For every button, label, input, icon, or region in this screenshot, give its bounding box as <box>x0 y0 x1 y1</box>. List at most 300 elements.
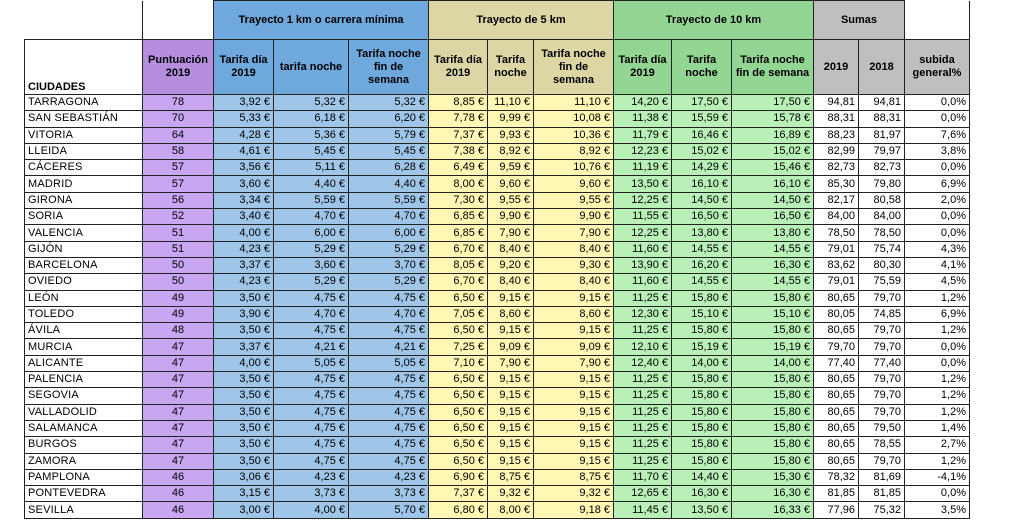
table-row <box>25 143 970 159</box>
increase-pct: 1,2% <box>905 404 970 420</box>
fare-5km-day: 6,49 € <box>429 160 488 176</box>
table-row <box>25 453 970 469</box>
sum-2019: 78,50 <box>814 225 859 241</box>
sum-2018: 78,55 <box>859 437 905 453</box>
fare-10km-day: 11,25 € <box>614 372 672 388</box>
sum-2019: 77,40 <box>814 355 859 371</box>
fare-10km-weekend: 14,00 € <box>732 355 814 371</box>
header-sums: Sumas <box>814 1 905 40</box>
fare-5km-night: 8,92 € <box>488 143 534 159</box>
header-score: Puntuación 2019 <box>143 40 214 95</box>
sum-2018: 79,80 <box>859 176 905 192</box>
table-row <box>25 404 970 420</box>
fare-10km-day: 11,25 € <box>614 388 672 404</box>
fare-5km-day: 7,37 € <box>429 127 488 143</box>
sum-2019: 80,65 <box>814 420 859 436</box>
fare-5km-night: 8,60 € <box>488 306 534 322</box>
fare-10km-weekend: 17,50 € <box>732 95 814 111</box>
fare-5km-weekend: 9,15 € <box>534 388 614 404</box>
fare-1km-night: 6,00 € <box>274 225 349 241</box>
city-cell: SEGOVIA <box>25 388 143 404</box>
fare-5km-weekend: 9,09 € <box>534 339 614 355</box>
fare-10km-day: 11,45 € <box>614 502 672 518</box>
fare-5km-night: 9,59 € <box>488 160 534 176</box>
fare-5km-weekend: 9,15 € <box>534 404 614 420</box>
sum-2019: 82,73 <box>814 160 859 176</box>
city-cell: PALENCIA <box>25 372 143 388</box>
fare-5km-night: 9,93 € <box>488 127 534 143</box>
fare-5km-day: 6,50 € <box>429 420 488 436</box>
fare-1km-weekend: 5,59 € <box>349 192 429 208</box>
sum-2018: 81,97 <box>859 127 905 143</box>
fare-10km-night: 15,02 € <box>672 143 732 159</box>
city-cell: PAMPLONA <box>25 469 143 485</box>
fare-5km-weekend: 9,55 € <box>534 192 614 208</box>
fare-10km-weekend: 16,89 € <box>732 127 814 143</box>
fare-5km-day: 7,37 € <box>429 486 488 502</box>
fare-10km-night: 14,55 € <box>672 274 732 290</box>
sum-2018: 81,85 <box>859 486 905 502</box>
fare-1km-day: 3,00 € <box>214 502 274 518</box>
fare-10km-day: 11,79 € <box>614 127 672 143</box>
fare-10km-night: 15,19 € <box>672 339 732 355</box>
fare-10km-weekend: 15,10 € <box>732 306 814 322</box>
fare-1km-weekend: 6,28 € <box>349 160 429 176</box>
header-10km: Trayecto de 10 km <box>614 1 814 40</box>
fare-1km-day: 3,50 € <box>214 404 274 420</box>
fare-5km-day: 6,85 € <box>429 209 488 225</box>
sum-2019: 80,65 <box>814 437 859 453</box>
sum-2019: 77,96 <box>814 502 859 518</box>
fare-10km-night: 16,30 € <box>672 486 732 502</box>
city-cell: LLEIDA <box>25 143 143 159</box>
fare-5km-day: 8,05 € <box>429 257 488 273</box>
increase-pct: 2,0% <box>905 192 970 208</box>
fare-10km-weekend: 15,80 € <box>732 372 814 388</box>
fare-1km-night: 5,36 € <box>274 127 349 143</box>
fare-1km-night: 5,45 € <box>274 143 349 159</box>
fare-10km-weekend: 15,80 € <box>732 388 814 404</box>
header-5km: Trayecto de 5 km <box>429 1 614 40</box>
sum-2019: 80,65 <box>814 453 859 469</box>
increase-pct: 0,0% <box>905 209 970 225</box>
score-cell: 47 <box>143 355 214 371</box>
fare-10km-night: 14,00 € <box>672 355 732 371</box>
fare-1km-day: 3,90 € <box>214 306 274 322</box>
fare-10km-day: 11,25 € <box>614 404 672 420</box>
fare-5km-weekend: 7,90 € <box>534 355 614 371</box>
city-cell: LEÓN <box>25 290 143 306</box>
fare-1km-weekend: 5,05 € <box>349 355 429 371</box>
sum-2019: 79,01 <box>814 241 859 257</box>
table-row <box>25 95 970 111</box>
fare-5km-weekend: 9,32 € <box>534 486 614 502</box>
fare-10km-weekend: 14,55 € <box>732 241 814 257</box>
fare-5km-night: 9,15 € <box>488 290 534 306</box>
sum-2018: 79,70 <box>859 453 905 469</box>
fare-1km-day: 3,50 € <box>214 453 274 469</box>
fare-10km-day: 11,38 € <box>614 111 672 127</box>
fare-1km-night: 4,70 € <box>274 306 349 322</box>
fare-1km-weekend: 3,73 € <box>349 486 429 502</box>
fare-10km-day: 12,23 € <box>614 143 672 159</box>
fare-5km-weekend: 9,60 € <box>534 176 614 192</box>
fare-10km-night: 14,29 € <box>672 160 732 176</box>
fare-1km-weekend: 5,32 € <box>349 95 429 111</box>
city-cell: SEVILLA <box>25 502 143 518</box>
header-sum-2019: 2019 <box>814 40 859 95</box>
fare-10km-day: 13,50 € <box>614 176 672 192</box>
fare-5km-weekend: 9,90 € <box>534 209 614 225</box>
fare-10km-night: 15,59 € <box>672 111 732 127</box>
increase-pct: 1,2% <box>905 323 970 339</box>
fare-5km-night: 9,32 € <box>488 486 534 502</box>
fare-1km-weekend: 4,75 € <box>349 323 429 339</box>
score-cell: 47 <box>143 420 214 436</box>
increase-pct: 0,0% <box>905 111 970 127</box>
fare-1km-weekend: 5,29 € <box>349 274 429 290</box>
fare-10km-weekend: 15,78 € <box>732 111 814 127</box>
increase-pct: 2,7% <box>905 437 970 453</box>
sum-2018: 82,73 <box>859 160 905 176</box>
fare-1km-day: 3,50 € <box>214 290 274 306</box>
table-row <box>25 160 970 176</box>
fare-1km-night: 5,05 € <box>274 355 349 371</box>
fare-10km-night: 17,50 € <box>672 95 732 111</box>
corner-cell <box>25 1 143 40</box>
score-cell: 56 <box>143 192 214 208</box>
score-cell: 50 <box>143 257 214 273</box>
fare-10km-night: 15,10 € <box>672 306 732 322</box>
sum-2018: 80,30 <box>859 257 905 273</box>
score-cell: 52 <box>143 209 214 225</box>
header-1km: Trayecto 1 km o carrera mínima <box>214 1 429 40</box>
increase-pct: 0,0% <box>905 486 970 502</box>
city-cell: SALAMANCA <box>25 420 143 436</box>
city-cell: GIRONA <box>25 192 143 208</box>
sum-2019: 80,65 <box>814 372 859 388</box>
city-cell: VITORIA <box>25 127 143 143</box>
increase-pct: 1,2% <box>905 372 970 388</box>
table-body <box>25 95 970 519</box>
city-cell: MURCIA <box>25 339 143 355</box>
fare-10km-day: 12,65 € <box>614 486 672 502</box>
fare-5km-day: 7,30 € <box>429 192 488 208</box>
header-sum-2018: 2018 <box>859 40 905 95</box>
table-row <box>25 486 970 502</box>
fare-5km-night: 9,20 € <box>488 257 534 273</box>
fare-1km-night: 4,75 € <box>274 453 349 469</box>
fare-1km-weekend: 4,75 € <box>349 453 429 469</box>
score-cell: 57 <box>143 160 214 176</box>
sum-2019: 83,62 <box>814 257 859 273</box>
fare-1km-night: 3,60 € <box>274 257 349 273</box>
fare-10km-weekend: 14,55 € <box>732 274 814 290</box>
fare-5km-weekend: 9,15 € <box>534 323 614 339</box>
fare-1km-weekend: 4,40 € <box>349 176 429 192</box>
increase-pct: 3,8% <box>905 143 970 159</box>
city-cell: SORIA <box>25 209 143 225</box>
city-cell: PONTEVEDRA <box>25 486 143 502</box>
fare-5km-weekend: 9,15 € <box>534 372 614 388</box>
increase-pct: 4,5% <box>905 274 970 290</box>
fare-1km-day: 3,34 € <box>214 192 274 208</box>
table-row <box>25 290 970 306</box>
fare-1km-night: 4,75 € <box>274 437 349 453</box>
fare-1km-night: 4,75 € <box>274 388 349 404</box>
sum-2018: 75,32 <box>859 502 905 518</box>
sum-2019: 88,31 <box>814 111 859 127</box>
fare-5km-day: 6,50 € <box>429 453 488 469</box>
city-cell: BARCELONA <box>25 257 143 273</box>
score-cell: 64 <box>143 127 214 143</box>
table-row <box>25 306 970 322</box>
fare-1km-day: 3,37 € <box>214 257 274 273</box>
fare-10km-day: 11,60 € <box>614 241 672 257</box>
fare-10km-day: 11,70 € <box>614 469 672 485</box>
fare-5km-day: 7,78 € <box>429 111 488 127</box>
fare-5km-night: 9,90 € <box>488 209 534 225</box>
fare-1km-night: 4,75 € <box>274 290 349 306</box>
sum-2019: 79,70 <box>814 339 859 355</box>
sum-2018: 79,97 <box>859 143 905 159</box>
fare-10km-weekend: 15,80 € <box>732 453 814 469</box>
fare-5km-weekend: 10,76 € <box>534 160 614 176</box>
fare-10km-day: 11,25 € <box>614 453 672 469</box>
fare-5km-night: 9,15 € <box>488 437 534 453</box>
increase-pct: 6,9% <box>905 306 970 322</box>
fare-5km-weekend: 9,15 € <box>534 453 614 469</box>
sum-2018: 79,70 <box>859 404 905 420</box>
fare-5km-day: 7,10 € <box>429 355 488 371</box>
fare-1km-weekend: 4,75 € <box>349 290 429 306</box>
fare-1km-weekend: 5,45 € <box>349 143 429 159</box>
city-cell: MADRID <box>25 176 143 192</box>
fare-1km-weekend: 6,20 € <box>349 111 429 127</box>
increase-pct: 4,3% <box>905 241 970 257</box>
fare-1km-night: 4,75 € <box>274 323 349 339</box>
score-cell: 47 <box>143 437 214 453</box>
fare-5km-day: 6,50 € <box>429 323 488 339</box>
fare-1km-day: 3,50 € <box>214 372 274 388</box>
fare-10km-weekend: 15,80 € <box>732 420 814 436</box>
sum-2019: 85,30 <box>814 176 859 192</box>
city-cell: TARRAGONA <box>25 95 143 111</box>
table-row <box>25 437 970 453</box>
fare-10km-weekend: 15,80 € <box>732 290 814 306</box>
fare-5km-night: 9,15 € <box>488 372 534 388</box>
fare-1km-day: 4,61 € <box>214 143 274 159</box>
sum-2019: 80,65 <box>814 290 859 306</box>
increase-pct: 0,0% <box>905 225 970 241</box>
score-cell: 58 <box>143 143 214 159</box>
header-10km-weekend: Tarifa noche fin de semana <box>732 40 814 95</box>
city-cell: ALICANTE <box>25 355 143 371</box>
fare-1km-weekend: 4,75 € <box>349 404 429 420</box>
sum-2019: 88,23 <box>814 127 859 143</box>
fare-5km-day: 6,80 € <box>429 502 488 518</box>
increase-pct: 0,0% <box>905 355 970 371</box>
fare-1km-night: 4,75 € <box>274 420 349 436</box>
sum-2018: 88,31 <box>859 111 905 127</box>
increase-pct: 4,1% <box>905 257 970 273</box>
city-cell: CÁCERES <box>25 160 143 176</box>
header-1km-night: tarifa noche <box>274 40 349 95</box>
increase-pct: 0,0% <box>905 160 970 176</box>
header-1km-weekend: Tarifa noche fin de semana <box>349 40 429 95</box>
fare-5km-night: 9,15 € <box>488 323 534 339</box>
fare-1km-weekend: 3,70 € <box>349 257 429 273</box>
fare-5km-day: 6,70 € <box>429 274 488 290</box>
sum-2018: 79,70 <box>859 290 905 306</box>
score-cell: 47 <box>143 404 214 420</box>
sum-2019: 84,00 <box>814 209 859 225</box>
score-cell: 48 <box>143 323 214 339</box>
fare-10km-weekend: 15,46 € <box>732 160 814 176</box>
sum-2018: 94,81 <box>859 95 905 111</box>
fare-1km-night: 4,75 € <box>274 404 349 420</box>
city-cell: VALLADOLID <box>25 404 143 420</box>
sum-2019: 80,65 <box>814 388 859 404</box>
table-row <box>25 339 970 355</box>
fare-5km-weekend: 9,15 € <box>534 420 614 436</box>
fare-1km-day: 5,33 € <box>214 111 274 127</box>
city-cell: TOLEDO <box>25 306 143 322</box>
header-5km-day: Tarifa día 2019 <box>429 40 488 95</box>
score-cell: 49 <box>143 306 214 322</box>
fare-10km-day: 12,25 € <box>614 225 672 241</box>
increase-pct: 0,0% <box>905 95 970 111</box>
fare-1km-day: 3,50 € <box>214 420 274 436</box>
fare-1km-day: 4,23 € <box>214 274 274 290</box>
sum-2018: 79,70 <box>859 323 905 339</box>
fare-5km-weekend: 8,60 € <box>534 306 614 322</box>
table-row <box>25 209 970 225</box>
fare-5km-day: 6,50 € <box>429 372 488 388</box>
fare-10km-weekend: 14,50 € <box>732 192 814 208</box>
table-row <box>25 502 970 518</box>
increase-pct: 1,2% <box>905 453 970 469</box>
fare-5km-weekend: 9,15 € <box>534 290 614 306</box>
fare-1km-day: 4,23 € <box>214 241 274 257</box>
fare-5km-weekend: 10,08 € <box>534 111 614 127</box>
sum-2019: 80,65 <box>814 323 859 339</box>
fare-10km-weekend: 15,80 € <box>732 404 814 420</box>
sum-2018: 84,00 <box>859 209 905 225</box>
fare-10km-weekend: 15,19 € <box>732 339 814 355</box>
fare-1km-day: 3,50 € <box>214 323 274 339</box>
sum-2019: 80,65 <box>814 404 859 420</box>
fare-1km-weekend: 5,29 € <box>349 241 429 257</box>
table-row <box>25 372 970 388</box>
city-cell: GIJÓN <box>25 241 143 257</box>
sum-2019: 81,85 <box>814 486 859 502</box>
fare-10km-night: 15,80 € <box>672 290 732 306</box>
score-cell: 51 <box>143 225 214 241</box>
fare-10km-night: 15,80 € <box>672 437 732 453</box>
score-cell: 57 <box>143 176 214 192</box>
score-cell: 47 <box>143 372 214 388</box>
sum-2019: 82,99 <box>814 143 859 159</box>
header-10km-day: Tarifa día 2019 <box>614 40 672 95</box>
table-row <box>25 388 970 404</box>
fare-5km-weekend: 8,40 € <box>534 241 614 257</box>
increase-pct: 1,4% <box>905 420 970 436</box>
fare-5km-night: 9,15 € <box>488 420 534 436</box>
table-row <box>25 176 970 192</box>
fare-1km-night: 4,00 € <box>274 502 349 518</box>
fare-10km-day: 11,19 € <box>614 160 672 176</box>
fare-10km-weekend: 15,80 € <box>732 323 814 339</box>
fare-10km-day: 12,30 € <box>614 306 672 322</box>
city-cell: VALENCIA <box>25 225 143 241</box>
fare-5km-day: 8,00 € <box>429 176 488 192</box>
fare-1km-night: 5,32 € <box>274 95 349 111</box>
header-10km-night: Tarifa noche <box>672 40 732 95</box>
fare-1km-night: 4,75 € <box>274 372 349 388</box>
score-cell: 51 <box>143 241 214 257</box>
fare-5km-weekend: 11,10 € <box>534 95 614 111</box>
fare-5km-day: 6,50 € <box>429 404 488 420</box>
fare-1km-weekend: 4,23 € <box>349 469 429 485</box>
fare-10km-day: 11,55 € <box>614 209 672 225</box>
header-cities: CIUDADES <box>25 40 143 95</box>
fare-10km-night: 13,80 € <box>672 225 732 241</box>
fare-1km-day: 3,50 € <box>214 388 274 404</box>
fare-10km-night: 14,55 € <box>672 241 732 257</box>
fare-5km-day: 7,05 € <box>429 306 488 322</box>
city-cell: BURGOS <box>25 437 143 453</box>
fare-10km-night: 16,20 € <box>672 257 732 273</box>
fare-5km-night: 9,15 € <box>488 453 534 469</box>
score-cell: 46 <box>143 486 214 502</box>
fare-1km-weekend: 4,75 € <box>349 372 429 388</box>
sum-2018: 79,70 <box>859 388 905 404</box>
fare-10km-day: 14,20 € <box>614 95 672 111</box>
fare-10km-weekend: 15,30 € <box>732 469 814 485</box>
fare-10km-night: 15,80 € <box>672 453 732 469</box>
fare-10km-day: 11,25 € <box>614 420 672 436</box>
fare-10km-weekend: 16,10 € <box>732 176 814 192</box>
fare-1km-weekend: 5,79 € <box>349 127 429 143</box>
fare-1km-day: 3,37 € <box>214 339 274 355</box>
fare-5km-day: 6,50 € <box>429 437 488 453</box>
fare-1km-weekend: 4,75 € <box>349 420 429 436</box>
fare-1km-day: 3,60 € <box>214 176 274 192</box>
fare-5km-weekend: 10,36 € <box>534 127 614 143</box>
fare-5km-night: 9,99 € <box>488 111 534 127</box>
table-row <box>25 257 970 273</box>
corner-cell <box>143 1 214 40</box>
fare-10km-weekend: 15,02 € <box>732 143 814 159</box>
fare-1km-weekend: 4,70 € <box>349 306 429 322</box>
sum-2019: 94,81 <box>814 95 859 111</box>
fare-1km-weekend: 4,21 € <box>349 339 429 355</box>
fare-10km-weekend: 16,50 € <box>732 209 814 225</box>
fare-5km-weekend: 9,18 € <box>534 502 614 518</box>
fare-1km-weekend: 6,00 € <box>349 225 429 241</box>
score-cell: 46 <box>143 502 214 518</box>
fare-10km-night: 15,80 € <box>672 372 732 388</box>
table-row <box>25 469 970 485</box>
fare-5km-night: 7,90 € <box>488 225 534 241</box>
sum-2019: 80,05 <box>814 306 859 322</box>
fare-5km-day: 7,25 € <box>429 339 488 355</box>
fare-1km-night: 6,18 € <box>274 111 349 127</box>
table-row <box>25 420 970 436</box>
fare-5km-day: 6,85 € <box>429 225 488 241</box>
fare-10km-weekend: 13,80 € <box>732 225 814 241</box>
